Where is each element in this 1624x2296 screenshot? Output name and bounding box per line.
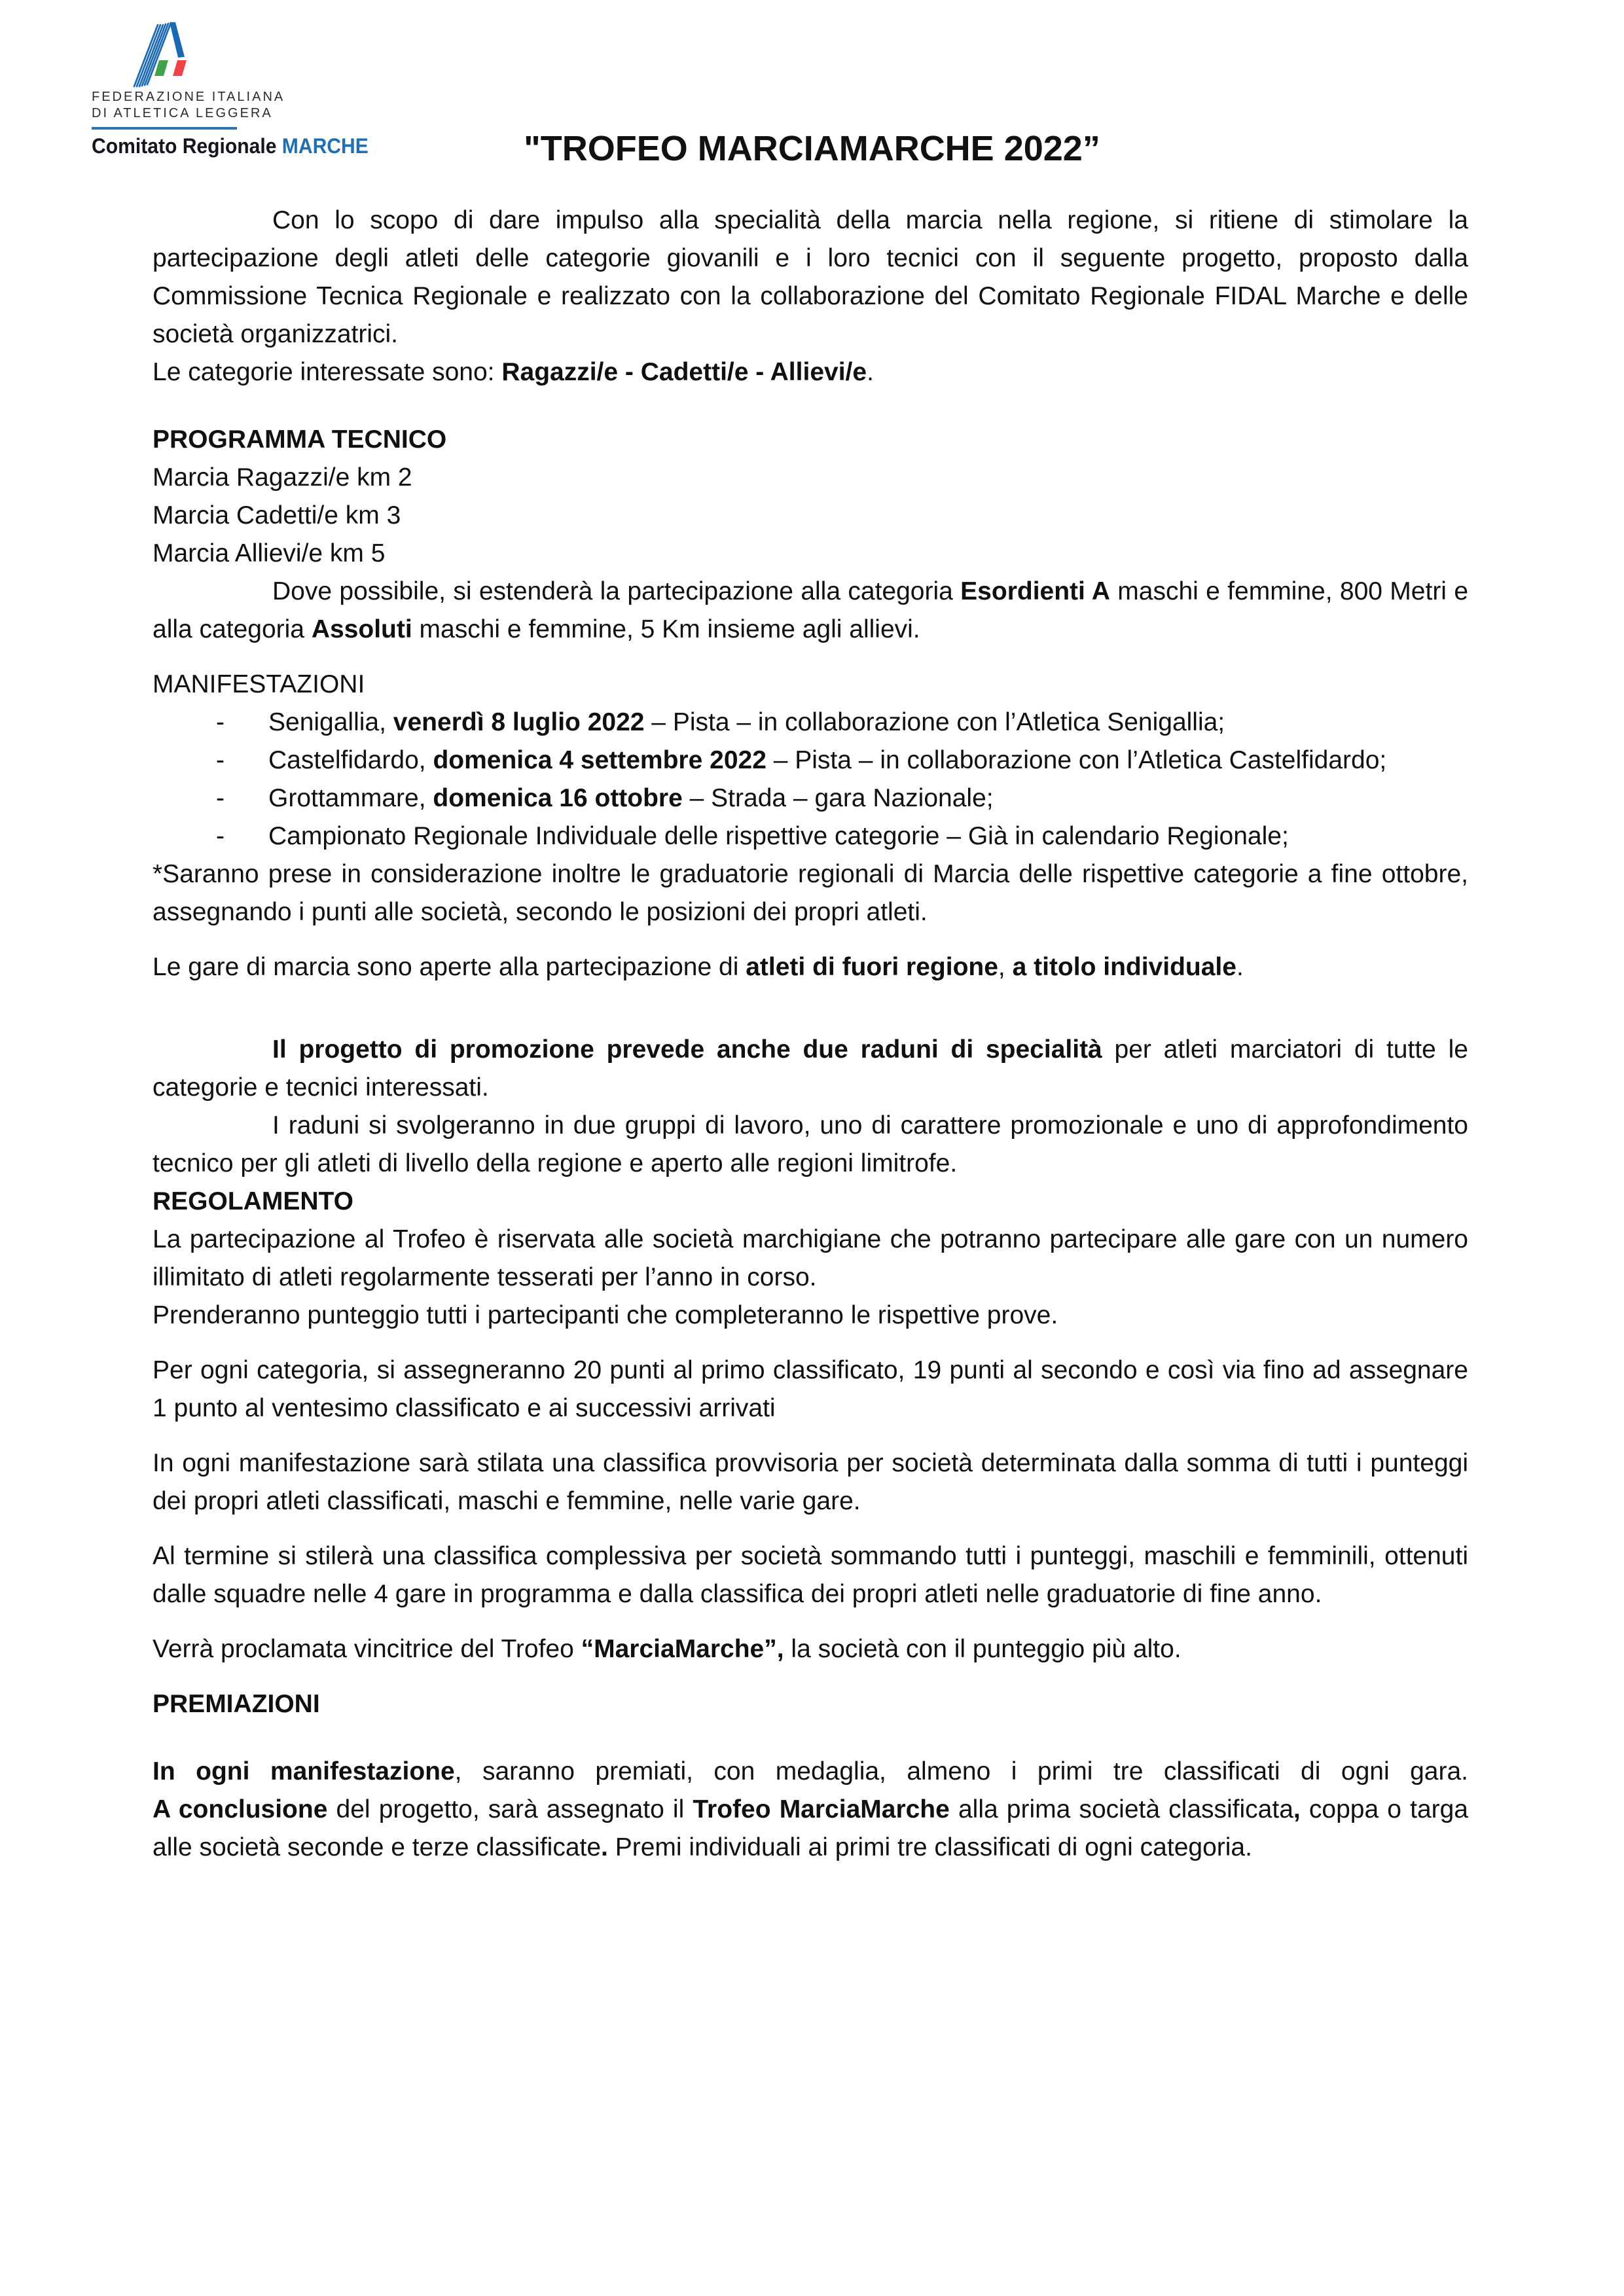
section-heading-premiazioni: [153, 1685, 1468, 1723]
event-senigallia: [153, 704, 1468, 742]
text-run: atleti di fuori regione: [746, 953, 998, 981]
text-run: MANIFESTAZIONI: [153, 670, 365, 698]
text-run: la società con il punteggio più alto.: [784, 1635, 1182, 1663]
section-heading-regolamento: [153, 1183, 1468, 1221]
text-run: Assoluti: [311, 615, 412, 643]
text-run: I raduni si svolgeranno in due gruppi di lavoro, uno di carattere promozionale e uno di approfondimento tecnico per gli atleti di livello della regione e aperto alle regioni limitrofe.: [153, 1111, 1468, 1177]
text-run: Le gare di marcia sono aperte alla partecipazione di: [153, 953, 746, 981]
text-run: PREMIAZIONI: [153, 1690, 320, 1718]
text-run: Trofeo MarciaMarche: [693, 1795, 950, 1823]
text-run: maschi e femmine, 5 Km insieme agli allievi.: [412, 615, 920, 643]
text-run: Verrà proclamata vincitrice del Trofeo: [153, 1635, 581, 1663]
text-run: .: [601, 1833, 608, 1861]
text-run: “MarciaMarche”,: [581, 1635, 784, 1663]
raduni-paragraph: [153, 1107, 1468, 1183]
page-title: "TROFEO MARCIAMARCHE 2022”: [524, 129, 1100, 168]
text-run: Grottammare,: [268, 784, 433, 812]
text-run: alla prima società classificata: [949, 1795, 1293, 1823]
program-line-allievi: [153, 535, 1468, 573]
event-campionato-regionale: [153, 817, 1468, 855]
scoring-all-paragraph: [153, 1297, 1468, 1335]
text-run: .: [867, 358, 874, 386]
bullet-marker: -: [216, 822, 225, 850]
text-run: Per ogni categoria, si assegneranno 20 punti al primo classificato, 19 punti al secondo e così via fino ad assegnare 1 punto al ventesimo classificato e ai successivi arrivati: [153, 1356, 1468, 1422]
points-paragraph: [153, 1352, 1468, 1427]
text-run: Marcia Ragazzi/e km 2: [153, 463, 412, 492]
text-run: ,: [998, 953, 1013, 981]
event-castelfidardo: [153, 742, 1468, 780]
winner-paragraph: [153, 1630, 1468, 1668]
intro-paragraph: [153, 202, 1468, 353]
text-run: Premi individuali ai primi tre classificati di ogni categoria.: [607, 1833, 1252, 1861]
provisional-ranking-paragraph: [153, 1444, 1468, 1520]
text-run: maschi e femmine, 800 Metri e alla categoria: [153, 577, 1469, 643]
text-run: – Pista – in collaborazione con l’Atletica Castelfidardo;: [766, 746, 1387, 774]
program-extension-paragraph: [153, 573, 1468, 649]
text-run: , saranno premiati, con medaglia, almeno i primi tre classificati di ogni gara.: [454, 1757, 1468, 1785]
program-line-ragazzi: [153, 459, 1468, 497]
text-run: In ogni manifestazione sarà stilata una classifica provvisoria per società determinata dalla somma di tutti i punteggi dei propri atleti classificati, maschi e femmine, nelle varie gare.: [153, 1449, 1468, 1515]
text-run: del progetto, sarà assegnato il: [327, 1795, 693, 1823]
text-run: ,: [1293, 1795, 1301, 1823]
text-run: *Saranno prese in considerazione inoltre le graduatorie regionali di Marcia delle rispettive categorie a fine ottobre, assegnando i punti alle società, secondo le posizioni dei propri atleti.: [153, 860, 1468, 926]
text-run: In ogni manifestazione: [153, 1757, 455, 1785]
text-run: Ragazzi/e - Cadetti/e - Allievi/e: [501, 358, 867, 386]
rankings-note-paragraph: [153, 855, 1468, 931]
text-run: domenica 4 settembre 2022: [433, 746, 767, 774]
final-ranking-paragraph: [153, 1537, 1468, 1613]
trophy-award-paragraph: [153, 1791, 1468, 1867]
text-run: Marcia Allievi/e km 5: [153, 539, 386, 567]
categories-paragraph: [153, 353, 1468, 391]
text-run: A conclusione: [153, 1795, 328, 1823]
section-heading-manifestazioni: [153, 666, 1468, 704]
out-of-region-paragraph: [153, 948, 1468, 986]
program-line-cadetti: [153, 497, 1468, 535]
document-body: [153, 202, 1468, 1867]
text-run: Campionato Regionale Individuale delle rispettive categorie – Già in calendario Regionale;: [268, 822, 1289, 850]
text-run: Prenderanno punteggio tutti i partecipanti che completeranno le rispettive prove.: [153, 1301, 1058, 1329]
text-run: Dove possibile, si estenderà la partecipazione alla categoria: [272, 577, 961, 605]
text-run: Il progetto di promozione prevede anche due raduni di specialità: [272, 1035, 1102, 1064]
committee-prefix: Comitato Regionale: [92, 134, 277, 158]
text-run: venerdì 8 luglio 2022: [393, 708, 645, 736]
text-run: a titolo individuale: [1012, 953, 1236, 981]
participation-paragraph: [153, 1221, 1468, 1297]
text-run: PROGRAMMA TECNICO: [153, 425, 447, 454]
event-grottammare: [153, 780, 1468, 817]
promotion-project-paragraph: [153, 1031, 1468, 1107]
text-run: coppa o targa alle società seconde e terze classificate: [153, 1795, 1468, 1861]
text-run: per atleti marciatori di tutte le categorie e tecnici interessati.: [153, 1035, 1468, 1102]
federation-name-line1: FEDERAZIONE ITALIANA: [92, 90, 285, 104]
bullet-marker: -: [216, 708, 225, 736]
text-run: Marcia Cadetti/e km 3: [153, 501, 401, 529]
section-heading-programma-tecnico: [153, 421, 1468, 459]
text-run: .: [1236, 953, 1244, 981]
text-run: Al termine si stilerà una classifica complessiva per società sommando tutti i punteggi, maschili e femminili, ottenuti dalle squadre nelle 4 gare in programma e dalla classifica dei propri atleti nelle graduatorie di fine anno.: [153, 1542, 1468, 1608]
bullet-marker: -: [216, 746, 225, 774]
text-run: Con lo scopo di dare impulso alla specialità della marcia nella regione, si ritiene di stimolare la partecipazione degli atleti delle categorie giovanili e i loro tecnici con il seguente progetto, proposto dalla Commissione Tecnica Regionale e realizzato con la collaborazione del Comitato Regionale FIDAL Marche e delle società organizzatrici.: [153, 206, 1468, 348]
text-run: Castelfidardo,: [268, 746, 433, 774]
medals-paragraph: [153, 1753, 1468, 1791]
text-run: domenica 16 ottobre: [433, 784, 683, 812]
text-run: – Pista – in collaborazione con l’Atletica Senigallia;: [644, 708, 1225, 736]
committee-region: MARCHE: [281, 134, 369, 158]
bullet-marker: -: [216, 784, 225, 812]
text-run: Esordienti A: [960, 577, 1110, 605]
text-run: Senigallia,: [268, 708, 393, 736]
text-run: La partecipazione al Trofeo è riservata alle società marchigiane che potranno partecipare alle gare con un numero illimitato di atleti regolarmente tesserati per l’anno in corso.: [153, 1225, 1468, 1291]
federation-name-line2: DI ATLETICA LEGGERA: [92, 106, 273, 120]
fidal-logo-icon: [130, 20, 195, 89]
text-run: Le categorie interessate sono:: [153, 358, 502, 386]
text-run: REGOLAMENTO: [153, 1187, 353, 1215]
text-run: – Strada – gara Nazionale;: [682, 784, 994, 812]
